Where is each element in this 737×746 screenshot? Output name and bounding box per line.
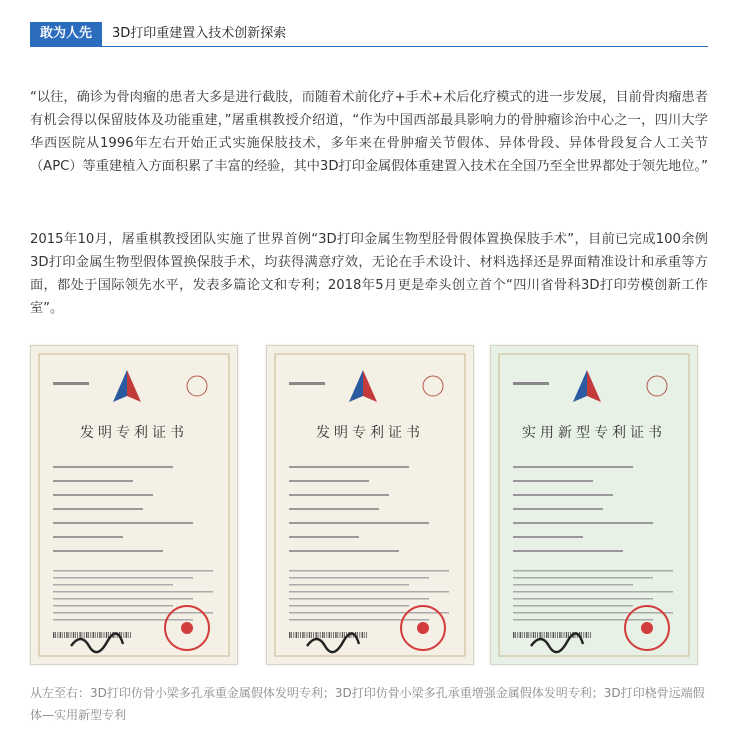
section-title: 3D打印重建置入技术创新探索 — [112, 26, 287, 41]
certificate-title: 发明专利证书 — [316, 425, 424, 441]
paragraph-2: 2015年10月，屠重棋教授团队实施了世界首例“3D打印金属生物型胫骨假体置换保肢手术”，目前已完成100余例3D打印金属生物型假体置换保肢手术，均获得满意疗效，无论在手术设计、材料选择还是界面精准设计和承重等方面，都处于国际领先水平，发表多篇论文和专利；2018年5月更是牵头创立首个“四川省骨科3D打印劳模创新工作室”。 — [30, 232, 708, 316]
certificate-3 — [490, 345, 698, 665]
certificate-2 — [266, 345, 474, 665]
paragraph-1: “以往，确诊为骨肉瘤的患者大多是进行截肢，而随着术前化疗+手术+术后化疗模式的进一步发展，目前骨肉瘤患者有机会得以保留肢体及功能重建，”屠重棋教授介绍道，“作为中国西部最具影响力的骨肿瘤诊治中心之一，四川大学华西医院从1996年左右开始正式实施保肢技术，多年来在骨肿瘤关节假体、异体骨段、异体骨段复合人工关节（APC）等重建植入方面积累了丰富的经验，其中3D打印金属假体重建置入技术在全国乃至全世界都处于领先地位。” — [30, 90, 708, 174]
photo-caption: 从左至右：3D打印仿骨小梁多孔承重金属假体发明专利；3D打印仿骨小梁多孔承重增强金属假体发明专利；3D打印桡骨远端假体—实用新型专利 — [30, 686, 705, 722]
section-tag: 敢为人先 — [30, 22, 102, 46]
certificate-illustration — [31, 346, 237, 664]
certificate-illustration — [267, 346, 473, 664]
section-header — [30, 22, 708, 47]
patent-certificates-photo — [30, 345, 710, 665]
certificate-1 — [30, 345, 238, 665]
certificate-illustration — [491, 346, 697, 664]
certificate-title: 发明专利证书 — [80, 425, 188, 441]
certificate-title: 实用新型专利证书 — [522, 425, 666, 441]
